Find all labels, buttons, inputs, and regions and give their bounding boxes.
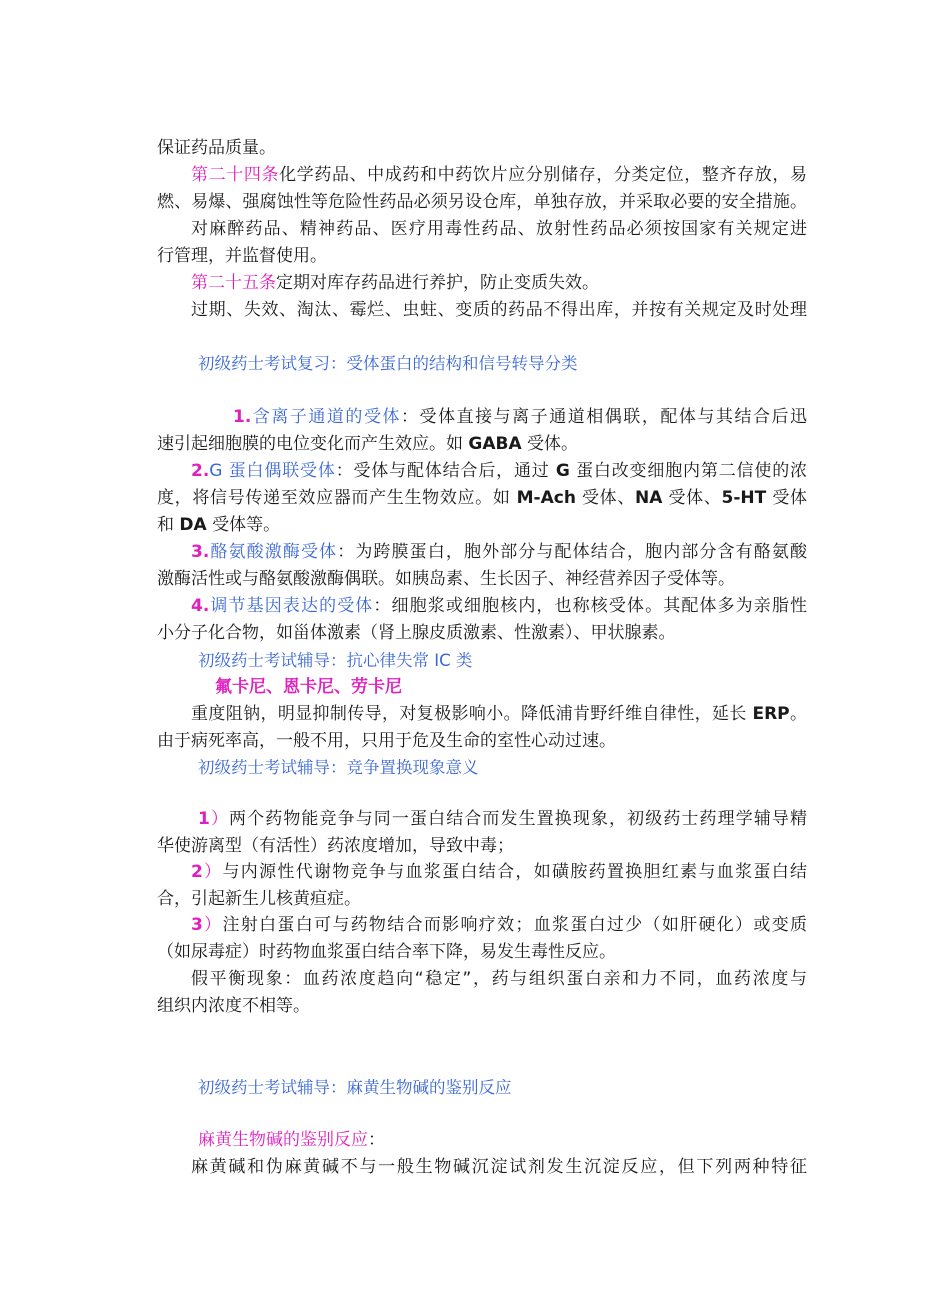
body-text: 与内源性代谢物竞争与血浆蛋白结合，如磺胺药置换胆红素与血浆蛋白结: [222, 862, 808, 882]
body-text: 两个药物能竞争与同一蛋白结合而发生置换现象，初级药士药理学辅导精: [229, 809, 808, 829]
paragraph-line: [157, 993, 807, 1020]
body-text: 。: [789, 704, 808, 724]
body-text: 和: [157, 515, 180, 535]
item-number: 2: [191, 862, 203, 882]
item-label: 调节基因表达的受体: [209, 596, 374, 616]
paragraph-line: [191, 458, 807, 485]
paragraph-line: [157, 728, 807, 755]
item-paren: ）: [202, 862, 223, 882]
heading-text: 初级药士考试复习：受体蛋白的结构和信号转导分类: [198, 354, 578, 373]
paragraph-line: [157, 620, 807, 647]
paragraph-line: [157, 135, 807, 162]
body-text: DA: [179, 515, 207, 535]
body-text: 过期、失效、淘汰、霉烂、虫蛀、变质的药品不得出库，并按有关规定及时处理: [191, 300, 807, 320]
body-text: GABA: [468, 434, 522, 454]
body-text: 受体、: [662, 488, 722, 508]
body-text: G: [555, 461, 570, 481]
drug-names: [215, 674, 807, 701]
paragraph-line: [157, 431, 807, 458]
paragraph-line: [157, 189, 807, 216]
heading-text: 初级药士考试辅导：麻黄生物碱的鉴别反应: [198, 1078, 512, 1097]
paragraph-line: [191, 216, 807, 243]
paragraph-line: [233, 404, 807, 431]
body-text: 合，引起新生儿核黄疸症。: [157, 889, 361, 909]
body-text: 华使游离型（有活性）药浓度增加，导致中毒；: [157, 836, 514, 856]
body-text: 假平衡现象：血药浓度趋向“稳定”，药与组织蛋白亲和力不同，血药浓度与: [191, 969, 807, 989]
body-text: 受体。: [521, 434, 579, 454]
item-number: 2.: [191, 461, 210, 481]
article-label: 第二十五条: [191, 273, 276, 293]
paragraph-line: [157, 512, 807, 539]
paragraph-line: [191, 1154, 807, 1181]
paragraph-line: [191, 859, 807, 886]
article-label: 第二十四条: [191, 165, 280, 185]
body-text: ：受体与配体结合后，通过: [335, 461, 556, 481]
paragraph-line: [191, 297, 807, 324]
paragraph-line: [198, 806, 807, 833]
item-number: 3: [191, 915, 203, 935]
body-text: 受体直接与离子通道相偶联，配体与其结合后迅: [419, 407, 808, 427]
paragraph-line: [191, 966, 807, 993]
body-text: NA: [635, 488, 663, 508]
paragraph-line: [191, 539, 807, 566]
item-label: 含离子通道的受体: [251, 407, 402, 427]
item-paren: ）: [202, 915, 223, 935]
body-text: （如尿毒症）时药物血浆蛋白结合率下降，易发生毒性反应。: [157, 942, 616, 962]
body-text: 由于病死率高，一般不用，只用于危及生命的室性心动过速。: [157, 731, 616, 751]
paragraph-line: [191, 912, 807, 939]
body-text: 5-HT: [721, 488, 767, 508]
item-number: 1: [198, 809, 210, 829]
paragraph-line: [157, 939, 807, 966]
body-text: 小分子化合物，如甾体激素（肾上腺皮质激素、性激素）、甲状腺素。: [157, 623, 676, 643]
body-text: 激酶活性或与酪氨酸激酶偶联。如胰岛素、生长因子、神经营养因子受体等。: [157, 569, 735, 589]
section-heading: [198, 1074, 807, 1101]
item-number: 3.: [191, 542, 210, 562]
body-text: 麻黄碱和伪麻黄碱不与一般生物碱沉淀试剂发生沉淀反应，但下列两种特征: [191, 1157, 807, 1177]
paragraph-line: [191, 270, 807, 297]
paragraph-line: [157, 886, 807, 913]
body-text: 重度阻钠，明显抑制传导，对复极影响小。降低浦肯野纤维自律性，延长: [191, 704, 753, 724]
body-text: 速引起细胞膜的电位变化而产生效应。如: [157, 434, 469, 454]
body-text: 度，将信号传递至效应器而产生生物效应。如: [157, 488, 517, 508]
body-text: ：为跨膜蛋白，胞外部分与配体结合，胞内部分含有酪氨酸: [337, 542, 808, 562]
item-number: 1.: [233, 407, 252, 427]
body-text: 对麻醉药品、精神药品、医疗用毒性药品、放射性药品必须按国家有关规定进: [191, 219, 807, 239]
body-text: 定期对库存药品进行养护，防止变质失效。: [276, 273, 599, 293]
body-text: 燃、易爆、强腐蚀性等危险性药品必须另设仓库，单独存放，并采取必要的安全措施。: [157, 192, 807, 212]
paragraph-line: [157, 833, 807, 860]
heading-text: 初级药士考试辅导：抗心律失常 IC 类: [198, 651, 473, 670]
item-label: 酪氨酸激酶受体: [209, 542, 338, 562]
subheading: [198, 1127, 807, 1154]
body-text: ：: [401, 407, 420, 427]
section-heading: [198, 350, 807, 377]
body-text: 受体等。: [206, 515, 281, 535]
body-text: 受体: [766, 488, 808, 508]
item-label: G 蛋白偶联受体: [209, 461, 336, 481]
heading-text: 初级药士考试辅导：竞争置换现象意义: [198, 758, 479, 777]
body-text: 行管理，并监督使用。: [157, 246, 327, 266]
section-heading: [198, 754, 807, 781]
section-heading: [198, 647, 807, 674]
body-text: 受体、: [575, 488, 636, 508]
body-text: 蛋白改变细胞内第二信使的浓: [569, 461, 808, 481]
body-text: 组织内浓度不相等。: [157, 996, 310, 1016]
body-text: 氟卡尼、恩卡尼、劳卡尼: [215, 677, 402, 697]
paragraph-line: [191, 701, 807, 728]
body-text: ：细胞浆或细胞核内，也称核受体。其配体多为亲脂性: [373, 596, 808, 616]
paragraph-line: [191, 593, 807, 620]
body-text: M-Ach: [516, 488, 576, 508]
body-text: 保证药品质量。: [157, 138, 276, 158]
paragraph-line: [157, 243, 807, 270]
item-number: 4.: [191, 596, 210, 616]
body-text: 化学药品、中成药和中药饮片应分别储存，分类定位，整齐存放，易: [279, 165, 808, 185]
body-text: ：: [368, 1130, 385, 1150]
item-paren: ）: [209, 809, 230, 829]
body-text: ERP: [752, 704, 790, 724]
body-text: 注射白蛋白可与药物结合而影响疗效；血浆蛋白过少（如肝硬化）或变质: [222, 915, 808, 935]
subheading-label: 麻黄生物碱的鉴别反应: [198, 1130, 368, 1150]
paragraph-line: [157, 485, 807, 512]
paragraph-line: [191, 162, 807, 189]
paragraph-line: [157, 566, 807, 593]
